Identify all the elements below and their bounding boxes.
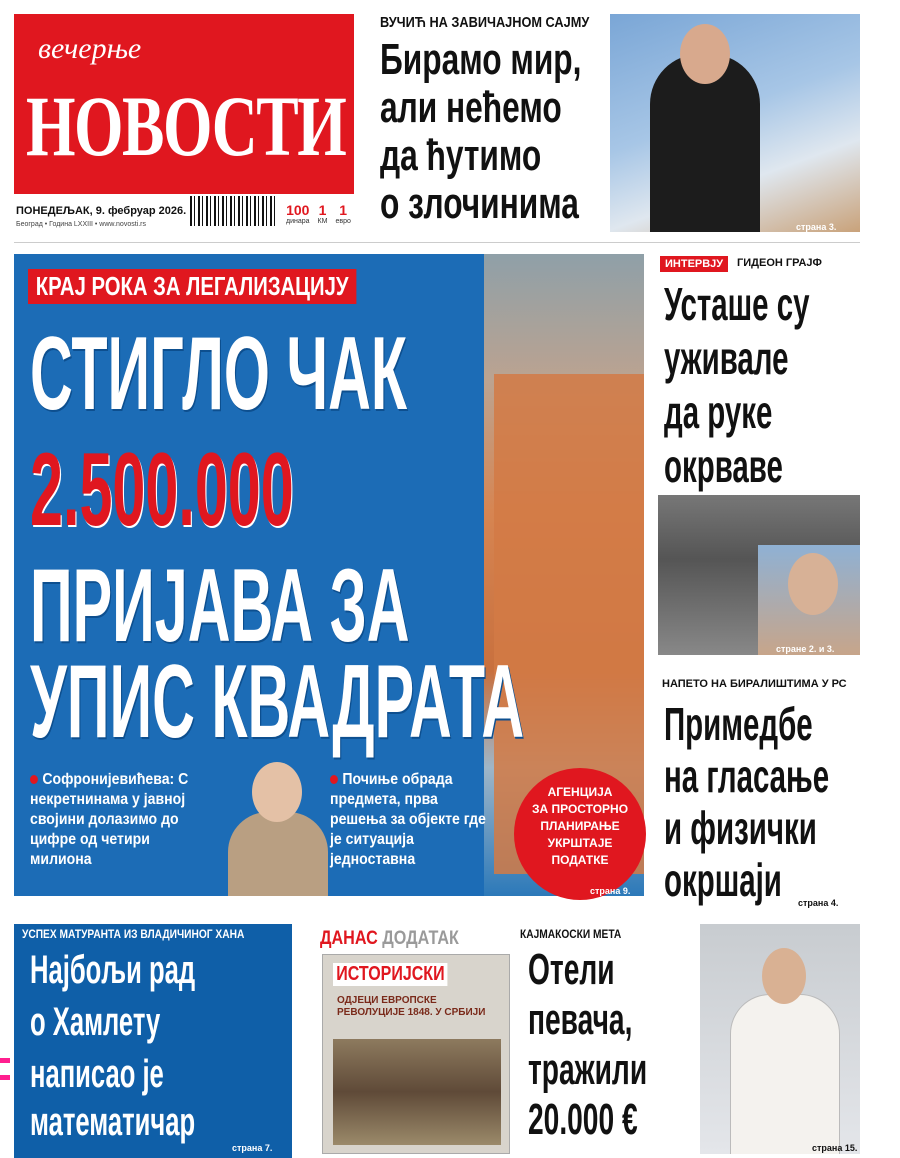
issue-subline: Београд • Година LXXIII • www.novosti.rs [16, 221, 146, 228]
bottom-right-headline-line[interactable]: 20.000 € [528, 1095, 638, 1144]
agency-line: ПЛАНИРАЊЕ [540, 819, 620, 833]
bottom-right-headline-line[interactable]: певача, [528, 995, 633, 1044]
rs-headline-line[interactable]: и физички [664, 802, 817, 854]
top-story-headline[interactable] [380, 36, 670, 228]
rs-story-kicker: НАПЕТО НА БИРАЛИШТИМА У РС [662, 678, 847, 690]
agency-line: ЗА ПРОСТОРНО [531, 802, 629, 816]
agency-badge [514, 768, 646, 900]
price-currency: евро [335, 218, 351, 225]
bottom-left-kicker: УСПЕХ МАТУРАНТА ИЗ ВЛАДИЧИНОГ ХАНА [22, 927, 245, 941]
interviewee-head [788, 553, 838, 615]
bottom-right-headline-line[interactable]: тражили [528, 1045, 648, 1094]
price-value: 1 [318, 202, 327, 218]
price-currency: динара [286, 218, 310, 225]
headline-line: да ћутимо [380, 131, 542, 180]
price-km [318, 202, 328, 225]
price-rsd [286, 202, 310, 225]
lead-headline-line-3[interactable]: ПРИЈАВА ЗА [30, 548, 410, 664]
singer-photo[interactable] [700, 924, 860, 1154]
headline-line: Бирамо мир, [380, 35, 582, 84]
magazine-subtitle: ОДЈЕЦИ ЕВРОПСКЕ РЕВОЛУЦИЈЕ 1848. У СРБИЈИ [337, 995, 486, 1018]
price-currency: КМ [317, 218, 328, 225]
supplement-label-today: ДАНАС [320, 928, 378, 949]
interview-headline-line[interactable]: да руке [664, 386, 773, 438]
supplement-label [320, 928, 459, 950]
rs-headline-line[interactable]: на гласање [664, 750, 830, 802]
portrait-body [228, 812, 328, 896]
singer-head [762, 948, 806, 1004]
edge-marker [0, 1058, 10, 1080]
interview-page-ref: стране 2. и 3. [776, 644, 835, 654]
magazine-title: ИСТОРИЈСКИ [333, 963, 448, 986]
lead-headline-line-4[interactable]: УПИС КВАДРАТА [30, 644, 525, 760]
lead-story-kicker: КРАЈ РОКА ЗА ЛЕГАЛИЗАЦИЈУ [28, 269, 356, 304]
battle-painting [333, 1039, 501, 1145]
lead-story-page-ref: страна 9. [590, 886, 631, 896]
rs-headline-line[interactable]: Примедбе [664, 698, 813, 750]
interview-headline-line[interactable]: Усташе су [664, 278, 810, 330]
supplement-label-extra: ДОДАТАК [382, 928, 459, 949]
price-value: 100 [286, 202, 310, 218]
rs-story-page-ref: страна 4. [798, 898, 839, 908]
interview-photo[interactable] [658, 495, 860, 655]
rs-headline-line[interactable]: окршаји [664, 854, 782, 906]
bullet-dot-icon [30, 775, 38, 784]
section-divider [14, 242, 860, 243]
interview-tag: ИНТЕРВЈУ [660, 256, 728, 272]
portrait-head [252, 762, 302, 822]
lead-bullet-1 [30, 770, 215, 870]
bullet-text: Софронијевићева: С некретнинама у јавној својини долазимо до цифре од четири милиона [30, 771, 189, 868]
bottom-left-page-ref: страна 7. [232, 1143, 273, 1153]
agency-line: УКРШТАЈЕ [547, 836, 613, 850]
interview-headline-line[interactable]: окрваве [664, 440, 783, 492]
masthead-logo[interactable] [14, 14, 354, 194]
bullet-text: Почиње обрада предмета, прва решења за објекте где је ситуација једноставна [330, 771, 486, 868]
price-eur [335, 202, 350, 225]
interview-name: ГИДЕОН ГРАЈФ [737, 257, 822, 269]
speaker-head [680, 24, 730, 84]
bottom-right-kicker: КАЈМАКОСКИ МЕТА [520, 927, 622, 941]
singer-figure [730, 994, 840, 1154]
masthead-small-title: вечерње [38, 32, 142, 65]
top-story-page-ref: страна 3. [796, 222, 837, 232]
lead-bullet-2 [330, 770, 497, 870]
agency-line: АГЕНЦИЈА [547, 785, 613, 799]
bottom-left-headline-line[interactable]: о Хамлету [30, 1000, 161, 1044]
barcode-icon [190, 196, 278, 226]
masthead-title: НОВОСТИ [26, 78, 346, 174]
price-value: 1 [339, 202, 348, 218]
official-portrait [218, 756, 336, 896]
bottom-left-headline-line[interactable]: написао је [30, 1052, 164, 1096]
headline-line: али нећемо [380, 83, 562, 132]
bullet-dot-icon [330, 775, 338, 784]
bottom-right-page-ref: страна 15. [812, 1143, 858, 1153]
headline-line: о злочинима [380, 179, 579, 228]
bottom-left-headline-line[interactable]: математичар [30, 1100, 196, 1144]
lead-headline-number[interactable]: 2.500.000 [30, 432, 294, 548]
agency-line: ПОДАТКЕ [551, 853, 609, 867]
top-story-kicker: ВУЧИЋ НА ЗАВИЧАЈНОМ САЈМУ [380, 14, 590, 31]
price-list [286, 202, 351, 225]
lead-headline-line-1[interactable]: СТИГЛО ЧАК [30, 316, 408, 432]
bottom-left-headline-line[interactable]: Најбољи рад [30, 948, 196, 992]
bottom-right-headline-line[interactable]: Отели [528, 945, 615, 994]
issue-date: ПОНЕДЕЉАК, 9. фебруар 2026. [16, 205, 187, 217]
supplement-magazine-cover[interactable] [322, 954, 510, 1154]
interview-headline-line[interactable]: уживале [664, 332, 789, 384]
